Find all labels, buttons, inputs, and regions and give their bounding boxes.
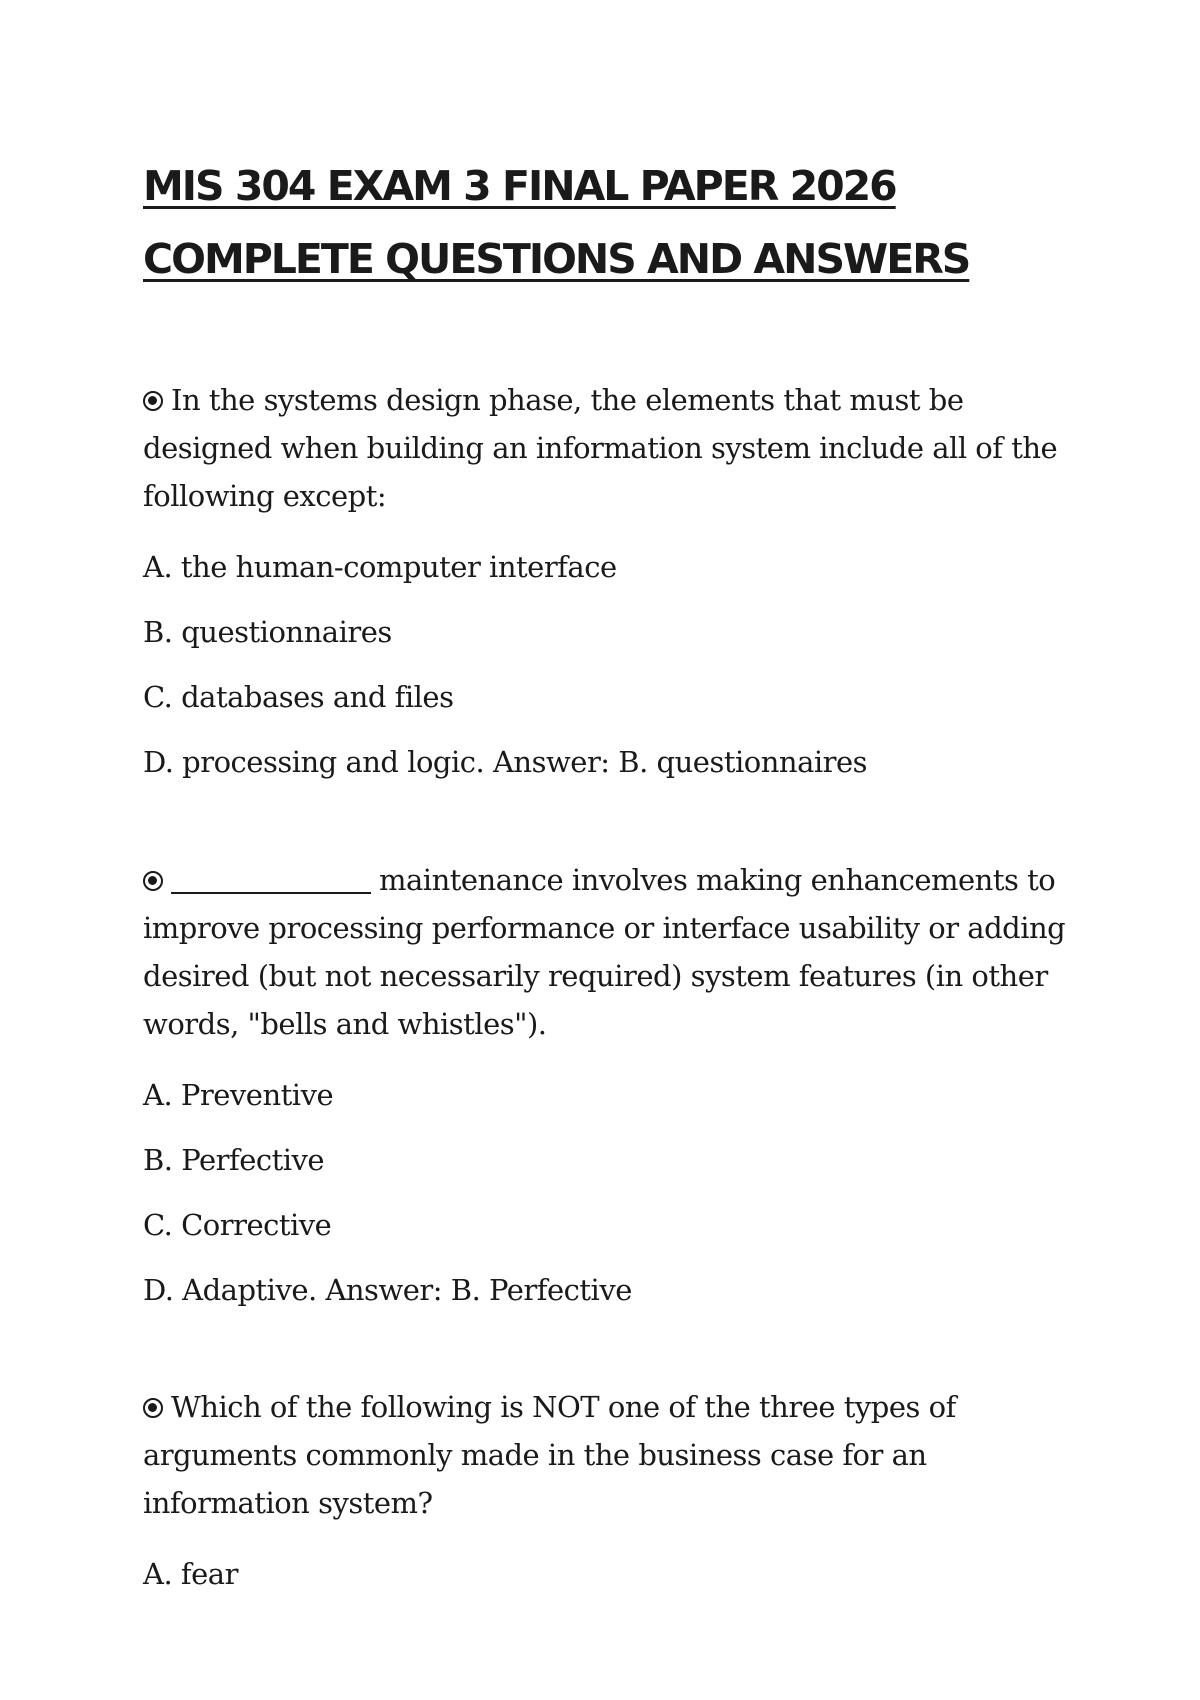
question-text: maintenance involves making enhancements to improve processing performance or interface usability or adding desired (but not necessarily required) system features (in other words, "bells and whistles"). bbox=[143, 863, 1066, 1041]
option-a: A. the human-computer interface bbox=[143, 550, 617, 584]
option-a: A. Preventive bbox=[143, 1078, 334, 1112]
answer-text: Answer: B. questionnaires bbox=[492, 745, 868, 779]
option-a: A. fear bbox=[143, 1557, 238, 1591]
option-d bbox=[143, 730, 1078, 795]
title-line-2: COMPLETE QUESTIONS AND ANSWERS bbox=[143, 235, 970, 283]
document-title bbox=[143, 150, 1123, 296]
question-3 bbox=[143, 1383, 1078, 1607]
question-2 bbox=[143, 856, 1078, 1323]
question-text: Which of the following is NOT one of the three types of arguments commonly made in the business case for an information system? bbox=[143, 1390, 956, 1520]
answer-text: Answer: B. Perfective bbox=[325, 1273, 632, 1307]
radio-bullet-icon bbox=[143, 871, 163, 891]
option-c: C. Corrective bbox=[143, 1208, 332, 1242]
fill-in-blank bbox=[171, 866, 371, 894]
question-stem bbox=[143, 376, 1078, 520]
option-b: B. questionnaires bbox=[143, 615, 392, 649]
option-b: B. Perfective bbox=[143, 1143, 325, 1177]
question-1 bbox=[143, 376, 1078, 795]
radio-bullet-icon bbox=[143, 1398, 163, 1418]
title-line-1: MIS 304 EXAM 3 FINAL PAPER 2026 bbox=[143, 162, 896, 210]
question-text: In the systems design phase, the elements that must be designed when building an information system include all of the following except: bbox=[143, 383, 1058, 513]
option-c: C. databases and files bbox=[143, 680, 454, 714]
question-stem bbox=[143, 1383, 1078, 1527]
radio-bullet-icon bbox=[143, 391, 163, 411]
question-stem bbox=[143, 856, 1078, 1048]
option-d-text: D. Adaptive. bbox=[143, 1273, 317, 1307]
option-d-text: D. processing and logic. bbox=[143, 745, 485, 779]
option-d bbox=[143, 1258, 1078, 1323]
